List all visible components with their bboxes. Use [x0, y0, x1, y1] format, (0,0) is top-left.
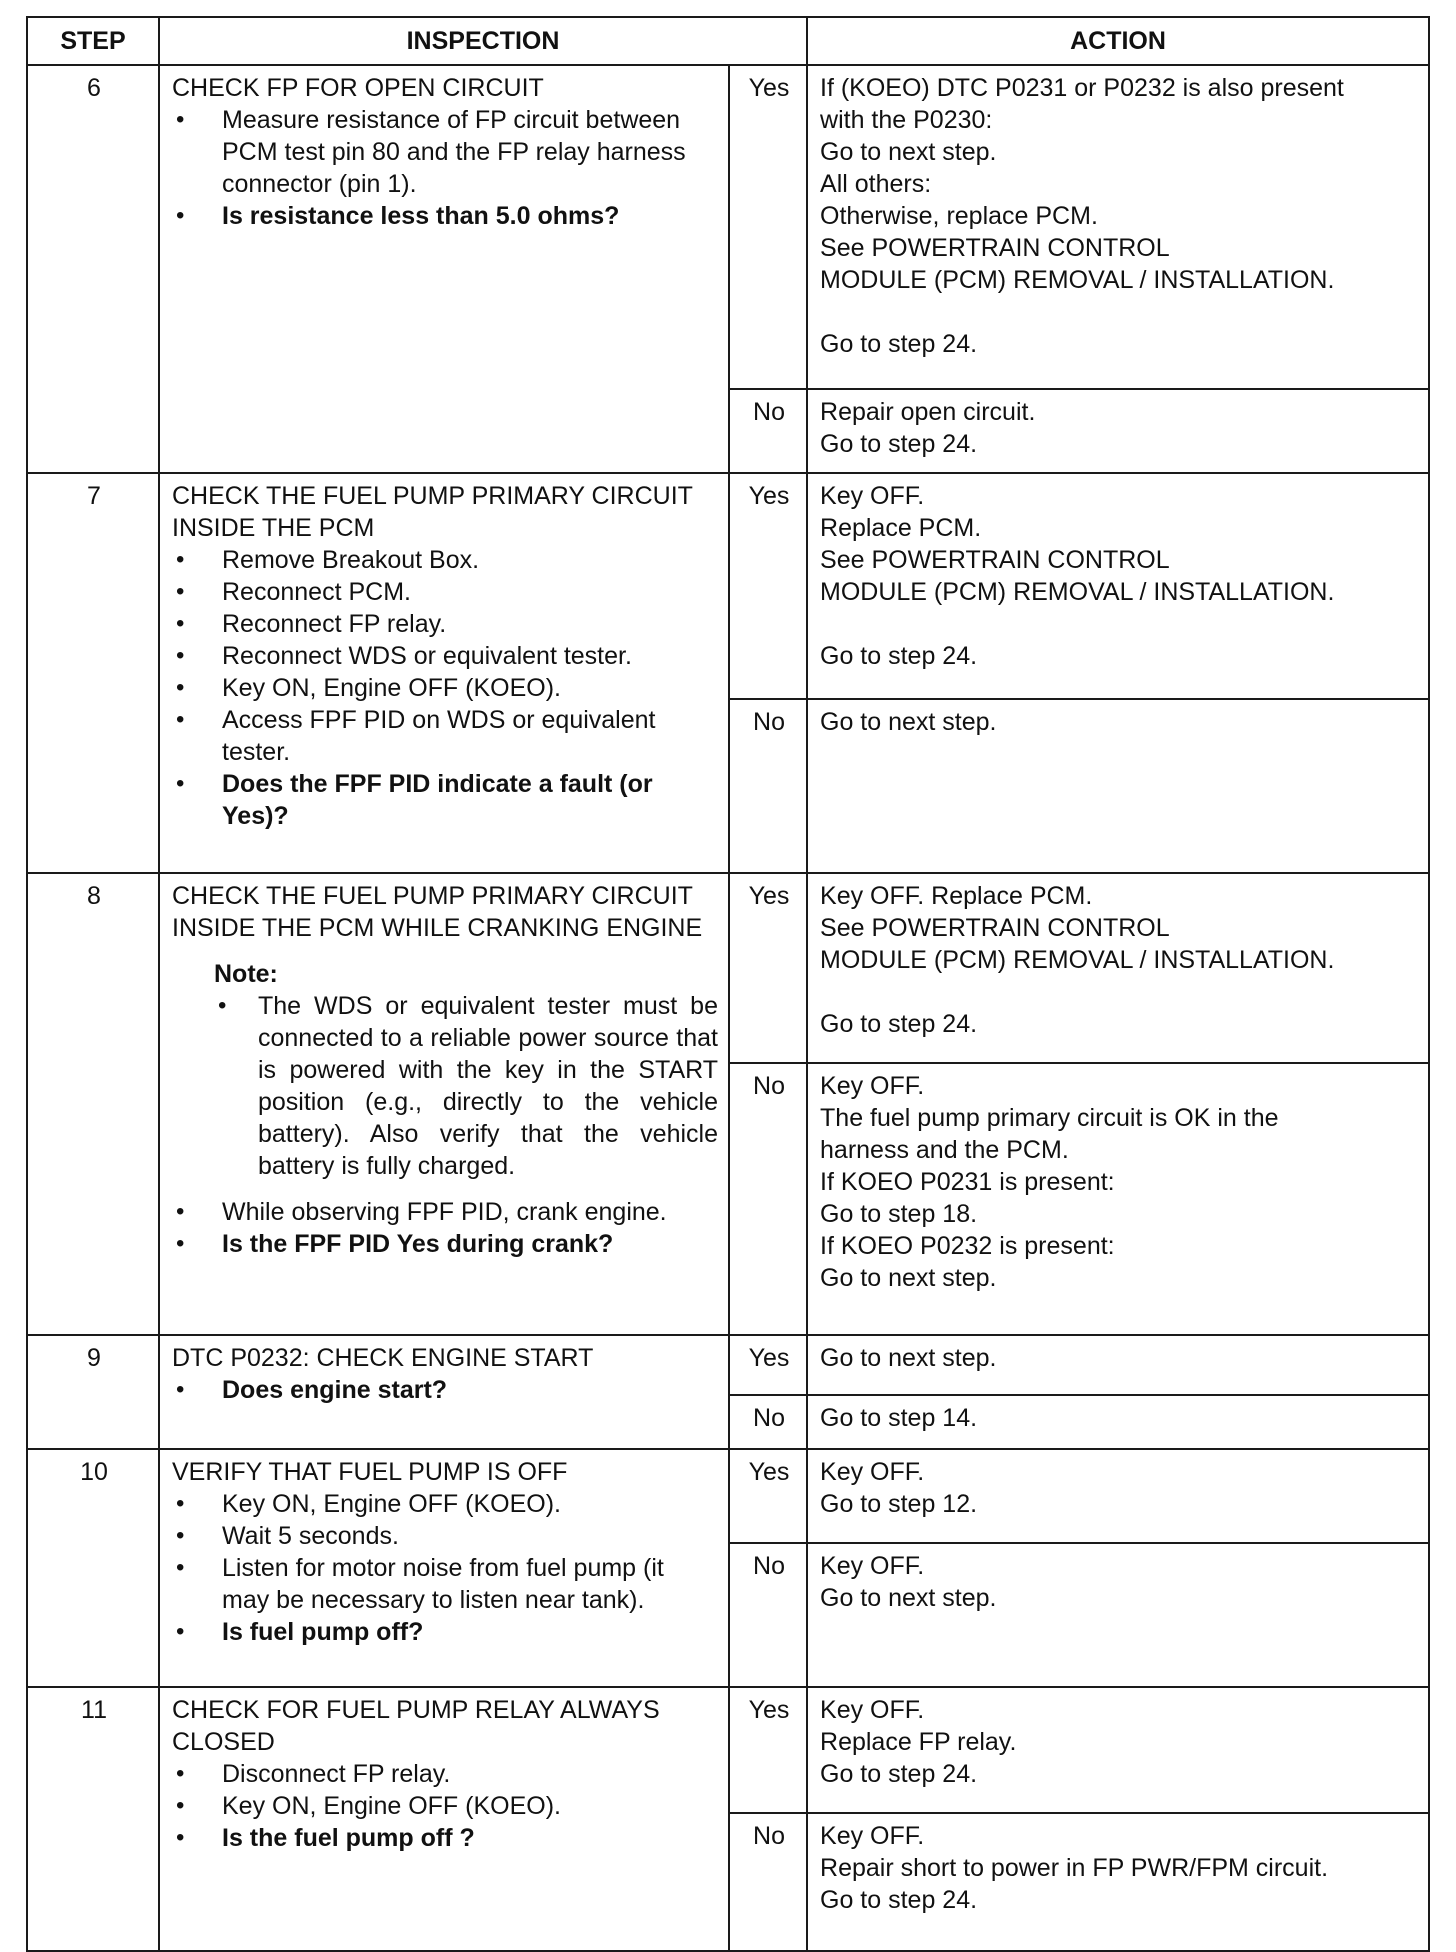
inspection-title: DTC P0232: CHECK ENGINE START — [172, 1344, 594, 1372]
step-number: 8 — [27, 873, 159, 1335]
bullet-text: Is the fuel pump off ? — [222, 1824, 475, 1852]
step-number: 10 — [27, 1449, 159, 1687]
action-line: Repair open circuit. — [820, 398, 1036, 426]
bullet-text: Key ON, Engine OFF (KOEO). — [222, 674, 561, 702]
action-line: Go to step 12. — [820, 1490, 978, 1518]
yes-action — [807, 65, 1429, 389]
inspection-question — [172, 1228, 718, 1260]
step-number: 9 — [27, 1335, 159, 1449]
note-item — [214, 990, 718, 1182]
bullet-text: Measure resistance of FP circuit between PCM test pin 80 and the FP relay harness connector (pin 1). — [222, 106, 686, 198]
inspection-bullet — [172, 1758, 718, 1790]
action-header: ACTION — [807, 17, 1429, 65]
no-label: No — [729, 1813, 807, 1951]
inspection-bullet — [172, 640, 718, 672]
action-line: Go to step 24. — [820, 1010, 978, 1038]
inspection-bullet — [172, 1488, 718, 1520]
yes-action — [807, 1335, 1429, 1395]
note-list — [214, 990, 718, 1182]
bullet-text: Access FPF PID on WDS or equivalent tester. — [222, 706, 656, 766]
action-line: If KOEO P0232 is present: — [820, 1232, 1115, 1260]
yes-label: Yes — [729, 1335, 807, 1395]
inspection-cell — [159, 65, 729, 473]
bullet-text: Key ON, Engine OFF (KOEO). — [222, 1490, 561, 1518]
step-number: 6 — [27, 65, 159, 473]
inspection-header: INSPECTION — [159, 17, 807, 65]
action-line: Key OFF. Replace PCM. — [820, 882, 1093, 910]
bullet-text: Does engine start? — [222, 1376, 448, 1404]
action-line: If KOEO P0231 is present: — [820, 1168, 1115, 1196]
action-line: Key OFF. — [820, 1696, 925, 1724]
inspection-cell — [159, 1335, 729, 1449]
bullet-text: Wait 5 seconds. — [222, 1522, 399, 1550]
action-line: Go to step 18. — [820, 1200, 978, 1228]
inspection-title: VERIFY THAT FUEL PUMP IS OFF — [172, 1458, 568, 1486]
inspection-title: CHECK FOR FUEL PUMP RELAY ALWAYS CLOSED — [172, 1696, 660, 1756]
action-line: Go to next step. — [820, 708, 997, 736]
yes-label: Yes — [729, 65, 807, 389]
action-line: Go to step 24. — [820, 642, 978, 670]
no-label: No — [729, 1543, 807, 1687]
bullet-text: Reconnect PCM. — [222, 578, 411, 606]
steps-body — [27, 65, 1429, 1951]
inspection-cell — [159, 1449, 729, 1687]
inspection-bullets — [172, 1488, 718, 1648]
inspection-bullet — [172, 704, 718, 768]
no-label: No — [729, 389, 807, 473]
bullet-text: Reconnect WDS or equivalent tester. — [222, 642, 632, 670]
action-line — [820, 608, 1418, 640]
inspection-question — [172, 1374, 718, 1406]
step-row-yes — [27, 1449, 1429, 1543]
action-line: If (KOEO) DTC P0231 or P0232 is also present — [820, 74, 1344, 102]
inspection-bullet — [172, 1552, 718, 1616]
inspection-title: CHECK FP FOR OPEN CIRCUIT — [172, 74, 544, 102]
action-line: Key OFF. — [820, 1072, 925, 1100]
action-line: The fuel pump primary circuit is OK in the — [820, 1104, 1279, 1132]
bullet-text: While observing FPF PID, crank engine. — [222, 1198, 667, 1226]
action-line — [820, 296, 1418, 328]
no-label: No — [729, 699, 807, 873]
action-line: Key OFF. — [820, 1552, 925, 1580]
inspection-bullet — [172, 1196, 718, 1228]
yes-action — [807, 473, 1429, 699]
no-action — [807, 1063, 1429, 1335]
yes-action — [807, 873, 1429, 1063]
step-header: STEP — [27, 17, 159, 65]
no-action — [807, 1395, 1429, 1449]
action-line: See POWERTRAIN CONTROL — [820, 546, 1170, 574]
action-line: Go to next step. — [820, 138, 997, 166]
step-number: 11 — [27, 1687, 159, 1951]
note-text: • The WDS or equivalent tester must be connected to a reliable power source that is powered with the key in the START position (e.g., directly to the vehicle battery). Also verify that the vehicle battery is fully charged. — [258, 992, 718, 1180]
action-line: Go to step 24. — [820, 330, 978, 358]
bullet-text: Is fuel pump off? — [222, 1618, 424, 1646]
step-number: 7 — [27, 473, 159, 873]
yes-action — [807, 1449, 1429, 1543]
inspection-bullet — [172, 544, 718, 576]
note-block — [214, 958, 718, 1182]
inspection-bullets — [172, 1374, 718, 1406]
inspection-question — [172, 200, 718, 232]
action-line: harness and the PCM. — [820, 1136, 1069, 1164]
action-line: Go to next step. — [820, 1584, 997, 1612]
step-row-yes — [27, 873, 1429, 1063]
action-line: Replace PCM. — [820, 514, 982, 542]
inspection-question — [172, 1616, 718, 1648]
bullet-text: Is the FPF PID Yes during crank? — [222, 1230, 614, 1258]
bullet-text: Does the FPF PID indicate a fault (or Yes)? — [222, 770, 653, 830]
bullet-text: Is resistance less than 5.0 ohms? — [222, 202, 620, 230]
step-row-yes — [27, 1335, 1429, 1395]
action-line: Replace FP relay. — [820, 1728, 1017, 1756]
inspection-bullet — [172, 576, 718, 608]
yes-label: Yes — [729, 1687, 807, 1813]
action-line: Key OFF. — [820, 1822, 925, 1850]
action-line: Go to step 24. — [820, 430, 978, 458]
action-line: Go to next step. — [820, 1344, 997, 1372]
action-line: Go to step 24. — [820, 1760, 978, 1788]
yes-label: Yes — [729, 1449, 807, 1543]
action-line: All others: — [820, 170, 932, 198]
inspection-bullets — [172, 104, 718, 232]
inspection-bullets — [172, 1758, 718, 1854]
yes-label: Yes — [729, 873, 807, 1063]
yes-label: Yes — [729, 473, 807, 699]
action-line: Repair short to power in FP PWR/FPM circuit. — [820, 1854, 1329, 1882]
inspection-title: CHECK THE FUEL PUMP PRIMARY CIRCUIT INSIDE THE PCM WHILE CRANKING ENGINE — [172, 882, 703, 942]
action-line: Go to next step. — [820, 1264, 997, 1292]
action-line: Key OFF. — [820, 1458, 925, 1486]
no-action — [807, 389, 1429, 473]
action-line: See POWERTRAIN CONTROL — [820, 234, 1170, 262]
action-line: Otherwise, replace PCM. — [820, 202, 1098, 230]
no-label: No — [729, 1395, 807, 1449]
inspection-bullet — [172, 672, 718, 704]
action-line: Key OFF. — [820, 482, 925, 510]
inspection-cell — [159, 473, 729, 873]
inspection-cell — [159, 1687, 729, 1951]
step-row-yes — [27, 1687, 1429, 1813]
diagnostic-table — [26, 16, 1430, 1952]
note-label: Note: — [214, 960, 278, 988]
step-row-yes — [27, 473, 1429, 699]
inspection-title: CHECK THE FUEL PUMP PRIMARY CIRCUIT INSIDE THE PCM — [172, 482, 693, 542]
action-line: See POWERTRAIN CONTROL — [820, 914, 1170, 942]
action-line: Go to step 24. — [820, 1886, 978, 1914]
bullet-text: Disconnect FP relay. — [222, 1760, 451, 1788]
inspection-bullet — [172, 608, 718, 640]
inspection-question — [172, 768, 718, 832]
bullet-text: Key ON, Engine OFF (KOEO). — [222, 1792, 561, 1820]
no-label: No — [729, 1063, 807, 1335]
step-row-yes — [27, 65, 1429, 389]
inspection-bullets — [172, 544, 718, 832]
inspection-bullet — [172, 104, 718, 200]
action-line: MODULE (PCM) REMOVAL / INSTALLATION. — [820, 266, 1335, 294]
bullet-text: Remove Breakout Box. — [222, 546, 480, 574]
bullet-text: Listen for motor noise from fuel pump (it may be necessary to listen near tank). — [222, 1554, 664, 1614]
no-action — [807, 1813, 1429, 1951]
bullet-text: Reconnect FP relay. — [222, 610, 447, 638]
action-line — [820, 976, 1418, 1008]
header-row — [27, 17, 1429, 65]
inspection-cell — [159, 873, 729, 1335]
inspection-bullets — [172, 1196, 718, 1260]
no-action — [807, 699, 1429, 873]
action-line: Go to step 14. — [820, 1404, 978, 1432]
no-action — [807, 1543, 1429, 1687]
inspection-bullet — [172, 1790, 718, 1822]
inspection-bullet — [172, 1520, 718, 1552]
diagnostic-page — [26, 16, 1428, 1952]
action-line: MODULE (PCM) REMOVAL / INSTALLATION. — [820, 946, 1335, 974]
action-line: MODULE (PCM) REMOVAL / INSTALLATION. — [820, 578, 1335, 606]
inspection-question — [172, 1822, 718, 1854]
yes-action — [807, 1687, 1429, 1813]
action-line: with the P0230: — [820, 106, 993, 134]
